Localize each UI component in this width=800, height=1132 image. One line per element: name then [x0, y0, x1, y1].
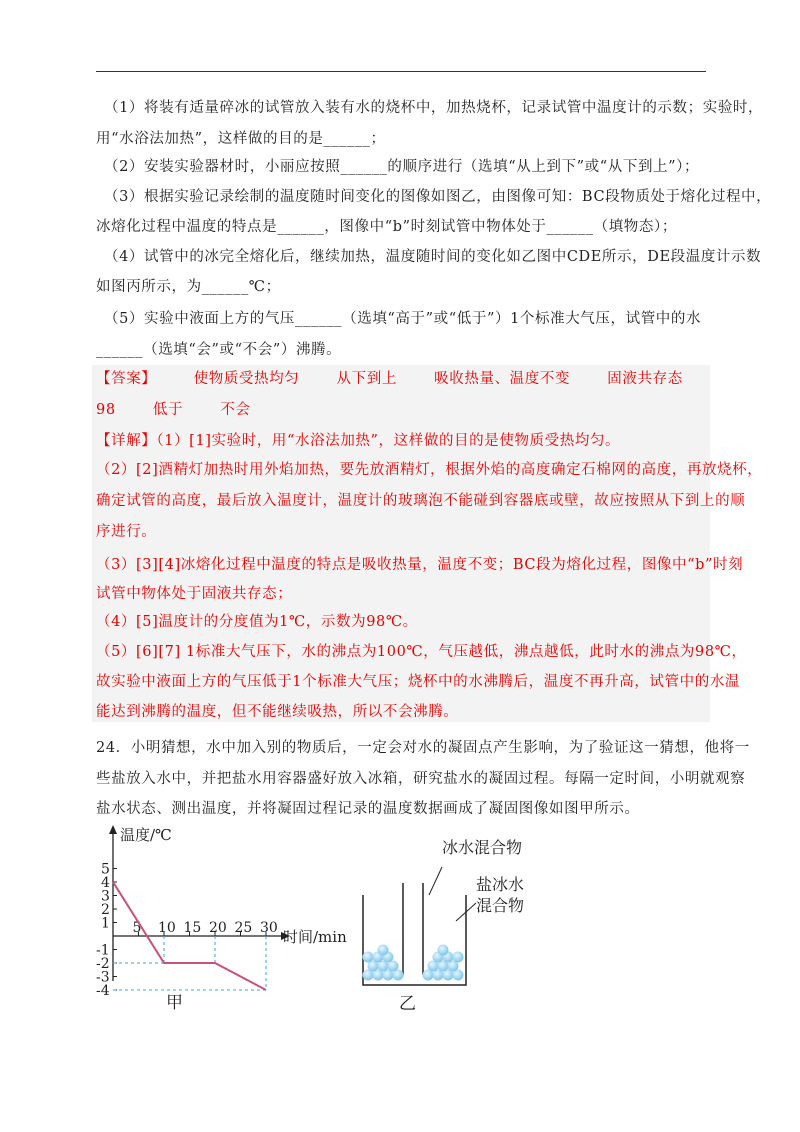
question-2: （2）安装实验器材时，小丽应按照______的顺序进行（选填“从上到下”或“从下到上”）；: [104, 159, 700, 175]
y-axis-arrow: [109, 825, 117, 834]
y-tick-label: 3: [101, 888, 110, 905]
detail-line-1: [96, 432, 620, 450]
answer-tag: 【答案】: [96, 371, 157, 387]
diagram-caption: 乙: [399, 994, 416, 1014]
diagram-label-side-2: 混合物: [476, 896, 525, 915]
question-1-line-2: 用“水浴法加热”，这样做的目的是______；: [96, 131, 386, 147]
answer-item: 98: [96, 402, 116, 418]
figures-svg: [96, 825, 546, 1025]
detail-line-4: 序进行。: [96, 524, 157, 540]
question-4-line-1: （4）试管中的冰完全熔化后，继续加热，温度随时间的变化如乙图中CDE所示，DE段温度计示数: [104, 249, 762, 265]
q24-line-1: 24．小明猜想，水中加入别的物质后，一定会对水的凝固点产生影响，为了验证这一猜想，他将一: [96, 740, 750, 756]
question-1-line-1: （1）将装有适量碎冰的试管放入装有水的烧杯中，加热烧杯，记录试管中温度计的示数；实验时，: [104, 100, 764, 116]
y-tick-label: 4: [101, 875, 110, 891]
q24-line-2: 些盐放入水中，并把盐水用容器盛好放入冰箱，研究盐水的凝固过程。每隔一定时间，小明就观察: [96, 771, 746, 787]
ice-bubbles: [363, 945, 464, 981]
diagram-label-side-1: 盐冰水: [476, 875, 525, 894]
answer-item: 吸收热量、温度不变: [434, 371, 571, 387]
chart-jia: [96, 825, 347, 1013]
y-tick-label: -3: [96, 969, 110, 986]
question-3-line-1: （3）根据实验记录绘制的温度随时间变化的图像如图乙，由图像可知：BC段物质处于熔化过程中，: [104, 189, 772, 205]
x-tick-label: 20: [209, 920, 227, 936]
detail-tag: 【详解】: [96, 433, 157, 449]
y-axis-label: 温度/℃: [120, 826, 172, 844]
answer-item: 不会: [220, 402, 251, 418]
y-tick-label: 5: [101, 861, 110, 878]
detail-text: （1）[1]实验时，用“水浴法加热”，这样做的目的是使物质受热均匀。: [156, 433, 621, 449]
detail-line-7: （4）[5]温度计的分度值为1℃，示数为98℃。: [96, 614, 418, 630]
diagram-label-top: 冰水混合物: [442, 838, 523, 857]
detail-line-6: 试管中物体处于固液共存态；: [96, 586, 293, 602]
question-4-line-2: 如图丙所示，为______℃；: [96, 279, 281, 295]
y-tick-label: -2: [96, 956, 110, 972]
y-tick-label: 1: [101, 915, 110, 932]
header-rule: [96, 71, 706, 72]
ice-bubble: [378, 945, 389, 956]
x-axis-label: 时间/min: [283, 928, 347, 946]
question-3-line-2: 冰熔化过程中温度的特点是______，图像中“b”时刻试管中物体处于______（填物态）；: [96, 219, 677, 235]
leader-line-top: [429, 867, 442, 895]
q24-line-3: 盐水状态、测出温度，并将凝固过程记录的温度数据画成了凝固图像如图甲所示。: [96, 801, 640, 817]
chart-caption: 甲: [166, 993, 183, 1013]
y-tick-label: -1: [96, 942, 110, 959]
diagram-yi: [363, 838, 525, 1014]
detail-line-5: （3）[3][4]冰熔化过程中温度的特点是吸收热量，温度不变；BC段为熔化过程，图像中“b”时刻: [96, 557, 744, 573]
answer-line-2: [96, 401, 251, 419]
ice-bubble: [438, 945, 449, 956]
detail-line-9: 故实验中液面上方的气压低于1个标准大气压；烧杯中的水沸腾后，温度不再升高，试管中的水温: [96, 674, 741, 690]
figure-area: [96, 825, 546, 1025]
x-tick-label: 25: [234, 920, 253, 936]
answer-item: 固液共存态: [607, 371, 683, 387]
answer-line-1: [96, 370, 683, 388]
detail-line-8: （5）[6][7] 1标准大气压下，水的沸点为100℃，气压越低，沸点越低，此时水的沸点为98℃，: [96, 644, 747, 660]
answer-item: 低于: [152, 402, 184, 418]
ice-bubble: [363, 952, 374, 963]
detail-line-3: 确定试管的高度，最后放入温度计，温度计的玻璃泡不能碰到容器底或壁，故应按照从下到上的顺: [96, 493, 746, 509]
answer-item: 使物质受热均匀: [193, 371, 300, 387]
detail-line-2: （2）[2]酒精灯加热时用外焰加热，要先放酒精灯，根据外焰的高度确定石棉网的高度，再放烧杯，: [96, 462, 763, 478]
answer-item: 从下到上: [336, 371, 397, 387]
question-5-line-2: ______（选填“会”或“不会”）沸腾。: [96, 342, 342, 358]
x-tick-label: 30: [260, 920, 278, 936]
y-tick-label: 2: [101, 902, 110, 918]
ice-bubble: [453, 952, 464, 963]
x-tick-label: 5: [132, 920, 142, 936]
detail-line-10: 能达到沸腾的温度，但不能继续吸热，所以不会沸腾。: [96, 704, 459, 720]
question-5-line-1: （5）实验中液面上方的气压______（选填“高于”或“低于”）1个标准大气压，试管中的水: [104, 311, 702, 327]
y-tick-label: -4: [96, 983, 110, 999]
x-tick-label: 10: [158, 920, 176, 936]
x-tick-label: 15: [183, 920, 202, 936]
